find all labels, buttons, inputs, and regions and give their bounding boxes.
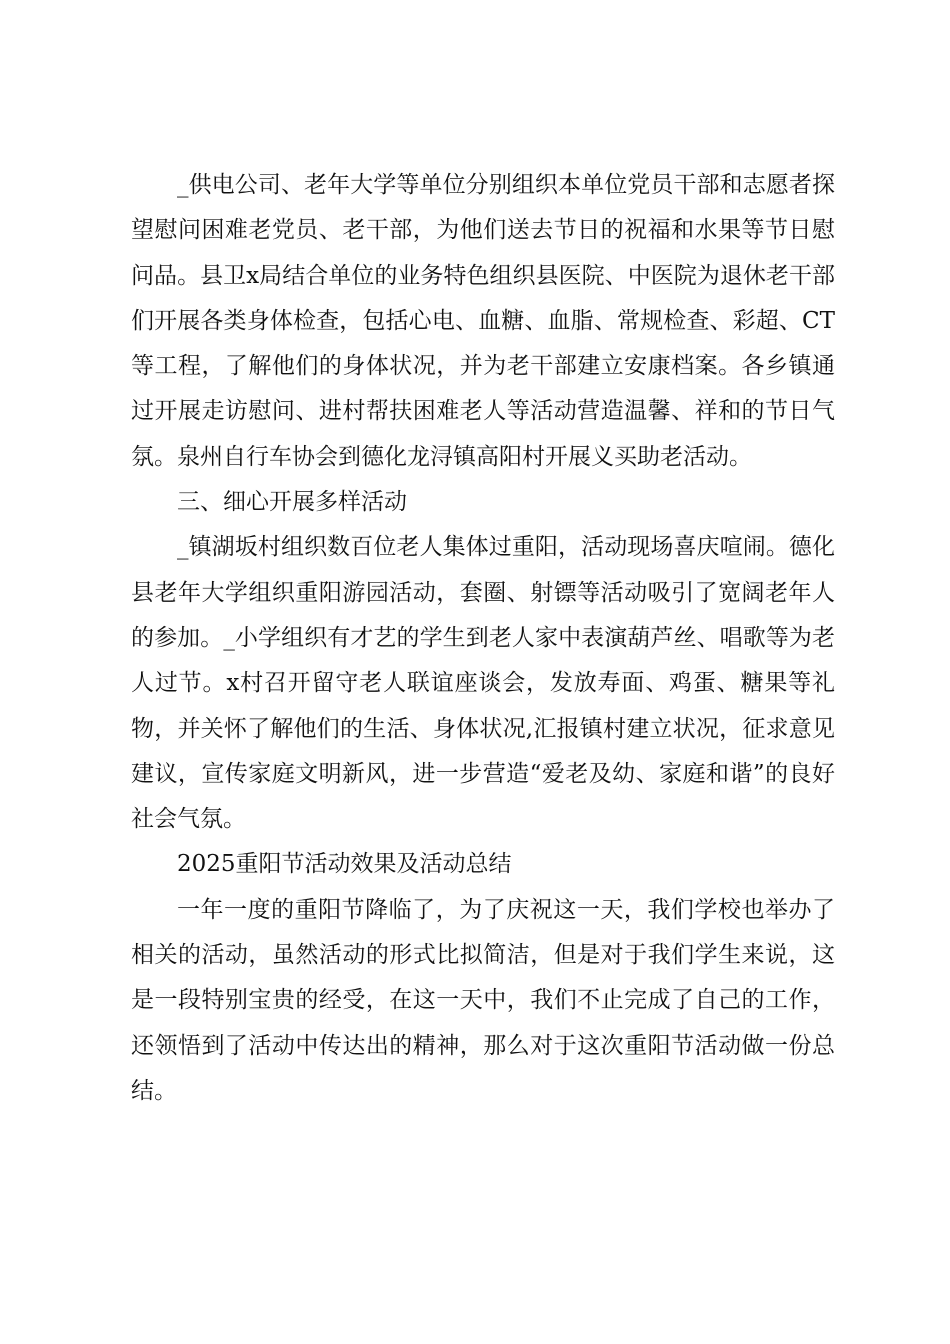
section-heading-summary: 2025重阳节活动效果及活动总结 <box>177 851 512 878</box>
section-heading-activities: 三、细心开展多样活动 <box>177 489 407 516</box>
paragraph-village-activities: _镇湖坂村组织数百位老人集体过重阳，活动现场喜庆喧闹。德化县老年大学组织重阳游园活动，套圈、射镖等活动吸引了宽阔老年人的参加。_小学组织有才艺的学生到老人家中表演葫芦丝、唱歌等为老人过节。x村召开留守老人联谊座谈会，发放寿面、鸡蛋、糖果等礼物，并关怀了解他们的生活、身体状况,汇报镇村建立状况，征求意见建议，宣传家庭文明新风，进一步营造“爱老及幼、家庭和谐”的良好社会气氛。 <box>131 534 835 833</box>
paragraph-school-summary: 一年一度的重阳节降临了，为了庆祝这一天，我们学校也举办了相关的活动，虽然活动的形式比拟简洁，但是对于我们学生来说，这是一段特别宝贵的经受，在这一天中，我们不止完成了自己的工作，还领悟到了活动中传达出的精神，那么对于这次重阳节活动做一份总结。 <box>131 896 835 1104</box>
paragraph-volunteer-visits: _供电公司、老年大学等单位分别组织本单位党员干部和志愿者探望慰问困难老党员、老干部，为他们送去节日的祝福和水果等节日慰问品。县卫x局结合单位的业务特色组织县医院、中医院为退休老干部们开展各类身体检查，包括心电、血糖、血脂、常规检查、彩超、CT等工程，了解他们的身体状况，并为老干部建立安康档案。各乡镇通过开展走访慰问、进村帮扶困难老人等活动营造温馨、祥和的节日气氛。泉州自行车协会到德化龙浔镇高阳村开展义买助老活动。 <box>131 172 835 470</box>
document-body <box>131 163 835 1114</box>
